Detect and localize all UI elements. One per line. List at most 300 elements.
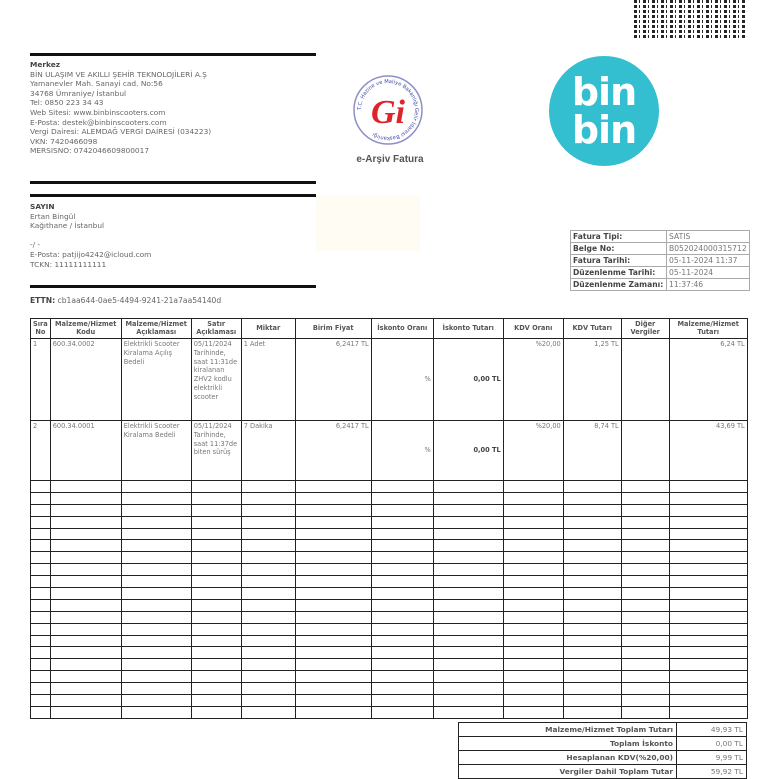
- cell-code: 600.34.0001: [50, 421, 121, 481]
- empty-cell: [50, 576, 121, 588]
- column-header: Malzeme/Hizmet Tutarı: [669, 319, 747, 339]
- empty-cell: [191, 481, 241, 493]
- empty-cell: [503, 504, 563, 516]
- column-header: İskonto Oranı: [371, 319, 433, 339]
- info-row: [571, 267, 750, 279]
- empty-cell: [563, 599, 621, 611]
- totals-row: [459, 765, 747, 779]
- empty-cell: [669, 528, 747, 540]
- empty-cell: [669, 659, 747, 671]
- empty-cell: [503, 671, 563, 683]
- empty-cell: [191, 683, 241, 695]
- divider: [30, 53, 316, 56]
- empty-cell: [621, 647, 669, 659]
- info-row: [571, 243, 750, 255]
- empty-cell: [31, 647, 51, 659]
- gib-logo: [352, 74, 424, 146]
- empty-cell: [31, 706, 51, 718]
- empty-cell: [295, 540, 371, 552]
- empty-cell: [563, 623, 621, 635]
- empty-cell: [669, 635, 747, 647]
- empty-cell: [503, 516, 563, 528]
- empty-cell: [241, 516, 295, 528]
- info-value: B052024000315712: [667, 243, 750, 255]
- column-header: Satır Açıklaması: [191, 319, 241, 339]
- empty-cell: [433, 647, 503, 659]
- empty-cell: [241, 552, 295, 564]
- empty-cell: [241, 504, 295, 516]
- empty-cell: [563, 492, 621, 504]
- empty-row: [31, 552, 748, 564]
- empty-cell: [371, 552, 433, 564]
- empty-cell: [50, 481, 121, 493]
- empty-cell: [121, 576, 191, 588]
- empty-cell: [295, 504, 371, 516]
- empty-cell: [433, 623, 503, 635]
- column-header: Miktar: [241, 319, 295, 339]
- column-header: Malzeme/Hizmet Açıklaması: [121, 319, 191, 339]
- empty-cell: [621, 671, 669, 683]
- cell-disc-rate: %: [371, 339, 433, 421]
- cell-total: 6,24 TL: [669, 339, 747, 421]
- cell-vat-amt: 1,25 TL: [563, 339, 621, 421]
- empty-cell: [121, 516, 191, 528]
- empty-cell: [191, 611, 241, 623]
- empty-cell: [191, 516, 241, 528]
- empty-cell: [433, 659, 503, 671]
- empty-cell: [503, 635, 563, 647]
- empty-cell: [241, 635, 295, 647]
- totals-label: Hesaplanan KDV(%20,00): [459, 751, 677, 765]
- column-header: Malzeme/Hizmet Kodu: [50, 319, 121, 339]
- empty-cell: [121, 552, 191, 564]
- empty-cell: [371, 683, 433, 695]
- totals-value: 59,92 TL: [677, 765, 747, 779]
- empty-cell: [50, 659, 121, 671]
- empty-cell: [371, 647, 433, 659]
- empty-cell: [191, 564, 241, 576]
- empty-cell: [503, 659, 563, 671]
- empty-cell: [121, 528, 191, 540]
- empty-cell: [371, 492, 433, 504]
- empty-cell: [50, 540, 121, 552]
- totals-row: [459, 751, 747, 765]
- empty-cell: [191, 671, 241, 683]
- empty-cell: [295, 516, 371, 528]
- empty-cell: [433, 588, 503, 600]
- invoice-info-table: [570, 230, 750, 291]
- empty-cell: [503, 611, 563, 623]
- info-value: 05-11-2024: [667, 267, 750, 279]
- logo-line2: bin: [571, 108, 637, 152]
- empty-cell: [241, 647, 295, 659]
- empty-cell: [241, 706, 295, 718]
- empty-cell: [433, 635, 503, 647]
- cell-no: 1: [31, 339, 51, 421]
- empty-cell: [50, 599, 121, 611]
- empty-cell: [50, 683, 121, 695]
- empty-cell: [241, 695, 295, 707]
- gib-logo-text: T.C. Hazine ve Maliye Bakanlığı Gelir İdaresi Başkanlığı: [356, 78, 420, 142]
- empty-cell: [121, 564, 191, 576]
- empty-cell: [433, 481, 503, 493]
- buyer-city: Kağıthane / İstanbul: [30, 221, 105, 231]
- empty-row: [31, 659, 748, 671]
- empty-cell: [563, 576, 621, 588]
- empty-cell: [371, 659, 433, 671]
- empty-cell: [669, 504, 747, 516]
- cell-desc: Elektrikli Scooter Kiralama Açılış Bedeli: [121, 339, 191, 421]
- empty-cell: [295, 683, 371, 695]
- empty-cell: [621, 706, 669, 718]
- empty-cell: [563, 671, 621, 683]
- empty-cell: [433, 564, 503, 576]
- empty-cell: [669, 695, 747, 707]
- empty-cell: [50, 623, 121, 635]
- company-stamp: [316, 195, 420, 251]
- empty-cell: [295, 552, 371, 564]
- empty-cell: [371, 706, 433, 718]
- empty-cell: [191, 706, 241, 718]
- empty-cell: [191, 647, 241, 659]
- table-row: [31, 421, 748, 481]
- empty-cell: [621, 564, 669, 576]
- empty-cell: [50, 611, 121, 623]
- empty-cell: [433, 528, 503, 540]
- empty-cell: [621, 481, 669, 493]
- empty-cell: [50, 635, 121, 647]
- info-label: Düzenlenme Zamanı:: [571, 279, 667, 291]
- empty-cell: [563, 516, 621, 528]
- cell-disc-amt: 0,00 TL: [433, 421, 503, 481]
- empty-cell: [241, 576, 295, 588]
- empty-row: [31, 564, 748, 576]
- ettn: [30, 296, 221, 305]
- empty-cell: [563, 635, 621, 647]
- empty-cell: [563, 528, 621, 540]
- empty-cell: [50, 564, 121, 576]
- binbin-logo: [549, 56, 659, 166]
- empty-cell: [241, 540, 295, 552]
- empty-cell: [503, 576, 563, 588]
- buyer-tckn: TCKN: 11111111111: [30, 259, 107, 269]
- empty-cell: [669, 671, 747, 683]
- cell-line: 05/11/2024 Tarihinde, saat 11:37de biten sürüş: [191, 421, 241, 481]
- logo-line1: bin: [571, 70, 637, 114]
- empty-cell: [503, 695, 563, 707]
- empty-cell: [241, 611, 295, 623]
- empty-cell: [503, 481, 563, 493]
- empty-cell: [50, 706, 121, 718]
- empty-cell: [295, 564, 371, 576]
- empty-cell: [121, 706, 191, 718]
- empty-cell: [621, 588, 669, 600]
- empty-cell: [669, 481, 747, 493]
- empty-row: [31, 481, 748, 493]
- empty-row: [31, 576, 748, 588]
- totals-row: [459, 723, 747, 737]
- empty-cell: [191, 599, 241, 611]
- seller-web: Web Sitesi: www.binbinscooters.com: [30, 107, 166, 117]
- empty-cell: [121, 695, 191, 707]
- empty-cell: [621, 623, 669, 635]
- buyer-info: [30, 202, 151, 269]
- column-header: İskonto Tutarı: [433, 319, 503, 339]
- empty-cell: [433, 671, 503, 683]
- cell-total: 43,69 TL: [669, 421, 747, 481]
- totals-row: [459, 737, 747, 751]
- cell-price: 6,2417 TL: [295, 339, 371, 421]
- seller-address2: 34768 Ümraniye/ İstanbul: [30, 88, 127, 98]
- empty-cell: [241, 671, 295, 683]
- empty-cell: [371, 599, 433, 611]
- empty-cell: [50, 552, 121, 564]
- empty-cell: [371, 695, 433, 707]
- empty-cell: [31, 623, 51, 635]
- empty-cell: [241, 599, 295, 611]
- empty-cell: [621, 552, 669, 564]
- empty-cell: [371, 481, 433, 493]
- empty-cell: [295, 695, 371, 707]
- empty-cell: [191, 576, 241, 588]
- seller-address1: Yamanevler Mah. Sanayi cad. No:56: [30, 79, 163, 89]
- empty-cell: [433, 706, 503, 718]
- empty-cell: [31, 552, 51, 564]
- empty-cell: [241, 481, 295, 493]
- empty-cell: [669, 706, 747, 718]
- empty-cell: [191, 695, 241, 707]
- totals-table: [458, 722, 747, 779]
- cell-vat-rate: %20,00: [503, 421, 563, 481]
- divider: [30, 181, 316, 184]
- totals-label: Toplam İskonto: [459, 737, 677, 751]
- empty-cell: [563, 659, 621, 671]
- empty-cell: [295, 492, 371, 504]
- empty-cell: [371, 528, 433, 540]
- empty-cell: [371, 564, 433, 576]
- empty-cell: [503, 528, 563, 540]
- empty-cell: [503, 492, 563, 504]
- empty-cell: [621, 528, 669, 540]
- empty-cell: [191, 528, 241, 540]
- empty-row: [31, 647, 748, 659]
- empty-cell: [31, 576, 51, 588]
- column-header: KDV Oranı: [503, 319, 563, 339]
- empty-cell: [241, 623, 295, 635]
- empty-cell: [621, 516, 669, 528]
- empty-cell: [241, 528, 295, 540]
- empty-cell: [295, 588, 371, 600]
- buyer-blank: -/ -: [30, 240, 41, 250]
- empty-cell: [31, 540, 51, 552]
- cell-line: 05/11/2024 Tarihinde, saat 11:31de kiralanan ZHV2 kodlu elektrikli scooter: [191, 339, 241, 421]
- empty-cell: [433, 492, 503, 504]
- empty-cell: [503, 588, 563, 600]
- seller-name: BİN ULAŞIM VE AKILLI ŞEHİR TEKNOLOJİLERİ A.Ş: [30, 69, 207, 79]
- cell-price: 6,2417 TL: [295, 421, 371, 481]
- empty-cell: [121, 599, 191, 611]
- empty-row: [31, 599, 748, 611]
- empty-cell: [621, 540, 669, 552]
- empty-cell: [121, 540, 191, 552]
- empty-cell: [669, 552, 747, 564]
- table-row: [31, 339, 748, 421]
- info-row: [571, 279, 750, 291]
- empty-cell: [295, 647, 371, 659]
- empty-cell: [621, 611, 669, 623]
- info-label: Fatura Tarihi:: [571, 255, 667, 267]
- buyer-name: Ertan Bingül: [30, 211, 76, 221]
- empty-row: [31, 504, 748, 516]
- empty-cell: [621, 576, 669, 588]
- divider: [30, 285, 316, 288]
- empty-cell: [371, 671, 433, 683]
- empty-cell: [669, 576, 747, 588]
- empty-row: [31, 540, 748, 552]
- buyer-heading: SAYIN: [30, 202, 55, 211]
- cell-other: [621, 339, 669, 421]
- empty-cell: [241, 492, 295, 504]
- empty-cell: [503, 552, 563, 564]
- empty-cell: [121, 492, 191, 504]
- gib-logo-mark: Gi: [371, 94, 405, 131]
- empty-cell: [563, 588, 621, 600]
- empty-cell: [669, 683, 747, 695]
- empty-cell: [50, 528, 121, 540]
- empty-cell: [31, 588, 51, 600]
- empty-cell: [31, 683, 51, 695]
- empty-cell: [503, 683, 563, 695]
- empty-cell: [621, 683, 669, 695]
- empty-cell: [241, 659, 295, 671]
- empty-cell: [503, 564, 563, 576]
- empty-row: [31, 671, 748, 683]
- empty-cell: [31, 564, 51, 576]
- empty-row: [31, 516, 748, 528]
- empty-cell: [295, 528, 371, 540]
- empty-cell: [31, 659, 51, 671]
- column-header: Birim Fiyat: [295, 319, 371, 339]
- empty-cell: [563, 540, 621, 552]
- empty-cell: [503, 540, 563, 552]
- empty-cell: [295, 659, 371, 671]
- empty-cell: [563, 504, 621, 516]
- column-header: Diğer Vergiler: [621, 319, 669, 339]
- empty-cell: [121, 683, 191, 695]
- empty-cell: [121, 647, 191, 659]
- empty-cell: [503, 706, 563, 718]
- empty-cell: [191, 623, 241, 635]
- empty-cell: [669, 516, 747, 528]
- empty-cell: [241, 588, 295, 600]
- cell-vat-rate: %20,00: [503, 339, 563, 421]
- empty-cell: [50, 492, 121, 504]
- cell-qty: 1 Adet: [241, 339, 295, 421]
- empty-cell: [31, 481, 51, 493]
- items-table: [30, 318, 748, 719]
- empty-cell: [433, 576, 503, 588]
- empty-cell: [31, 504, 51, 516]
- empty-cell: [371, 504, 433, 516]
- empty-cell: [31, 528, 51, 540]
- empty-row: [31, 635, 748, 647]
- empty-cell: [669, 588, 747, 600]
- empty-cell: [191, 504, 241, 516]
- empty-cell: [669, 540, 747, 552]
- cell-desc: Elektrikli Scooter Kiralama Bedeli: [121, 421, 191, 481]
- empty-cell: [121, 659, 191, 671]
- empty-cell: [669, 611, 747, 623]
- empty-cell: [31, 611, 51, 623]
- empty-row: [31, 492, 748, 504]
- empty-cell: [669, 564, 747, 576]
- seller-email: E-Posta: destek@binbinscooters.com: [30, 117, 167, 127]
- empty-cell: [503, 647, 563, 659]
- empty-cell: [621, 599, 669, 611]
- empty-cell: [503, 599, 563, 611]
- empty-cell: [31, 599, 51, 611]
- totals-value: 49,93 TL: [677, 723, 747, 737]
- column-header: KDV Tutarı: [563, 319, 621, 339]
- empty-cell: [31, 671, 51, 683]
- totals-value: 9,99 TL: [677, 751, 747, 765]
- info-row: [571, 231, 750, 243]
- empty-cell: [371, 516, 433, 528]
- empty-cell: [295, 576, 371, 588]
- empty-cell: [295, 599, 371, 611]
- empty-cell: [503, 623, 563, 635]
- empty-cell: [121, 588, 191, 600]
- qr-code: [634, 0, 746, 38]
- empty-row: [31, 683, 748, 695]
- cell-other: [621, 421, 669, 481]
- empty-cell: [191, 635, 241, 647]
- empty-cell: [621, 635, 669, 647]
- seller-tax-office: Vergi Dairesi: ALEMDAĞ VERGİ DAİRESİ (034223): [30, 127, 212, 137]
- empty-row: [31, 588, 748, 600]
- empty-cell: [621, 659, 669, 671]
- empty-cell: [50, 504, 121, 516]
- empty-cell: [191, 659, 241, 671]
- empty-cell: [50, 588, 121, 600]
- empty-cell: [191, 492, 241, 504]
- empty-cell: [563, 564, 621, 576]
- empty-cell: [563, 706, 621, 718]
- empty-cell: [669, 647, 747, 659]
- empty-cell: [371, 635, 433, 647]
- empty-cell: [371, 623, 433, 635]
- empty-cell: [295, 671, 371, 683]
- empty-cell: [121, 671, 191, 683]
- empty-cell: [295, 611, 371, 623]
- empty-cell: [191, 552, 241, 564]
- info-value: SATIS: [667, 231, 750, 243]
- empty-cell: [121, 623, 191, 635]
- empty-cell: [371, 540, 433, 552]
- empty-cell: [191, 588, 241, 600]
- empty-cell: [563, 481, 621, 493]
- empty-cell: [295, 623, 371, 635]
- empty-cell: [241, 683, 295, 695]
- cell-vat-amt: 8,74 TL: [563, 421, 621, 481]
- info-label: Fatura Tipi:: [571, 231, 667, 243]
- empty-cell: [621, 492, 669, 504]
- cell-disc-amt: 0,00 TL: [433, 339, 503, 421]
- empty-row: [31, 623, 748, 635]
- totals-label: Malzeme/Hizmet Toplam Tutarı: [459, 723, 677, 737]
- empty-cell: [563, 695, 621, 707]
- e-arsiv-label: e-Arşiv Fatura: [356, 154, 424, 165]
